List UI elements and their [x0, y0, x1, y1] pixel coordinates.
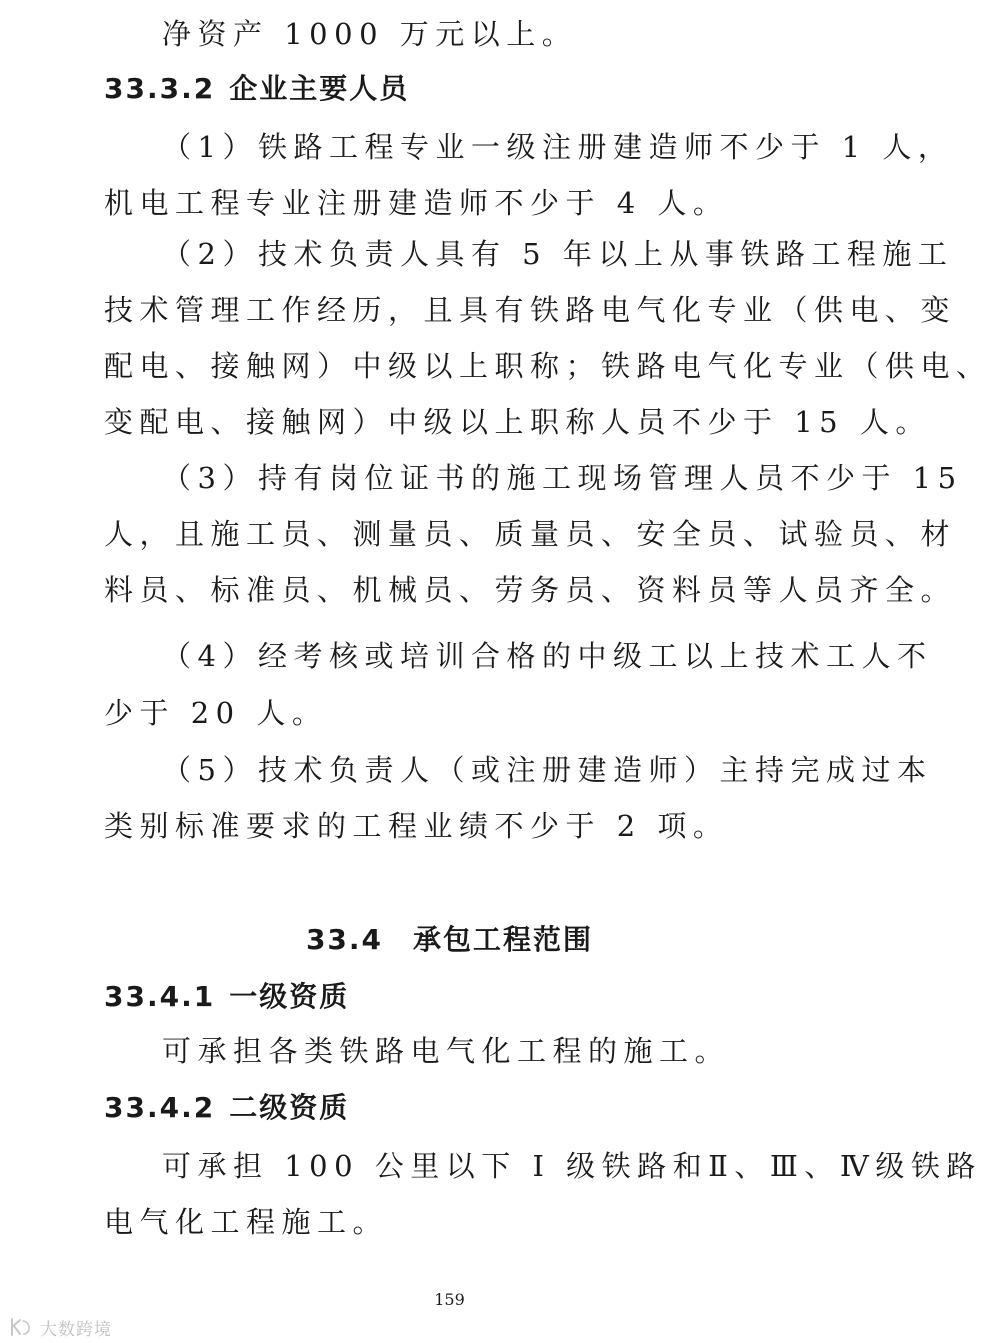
heading-title: 二级资质 [229, 1091, 350, 1124]
subsection-heading-33-3-2 [104, 69, 409, 109]
heading-number: 33.4.1 [104, 980, 216, 1013]
k-logo-icon [8, 1317, 34, 1337]
paragraph-line: 料员、标准员、机械员、劳务员、资料员等人员齐全。 [104, 573, 957, 607]
watermark-text: 大数跨境 [40, 1319, 112, 1340]
section-heading-title: 承包工程范围 [413, 923, 594, 956]
paragraph-line: 电气化工程施工。 [104, 1205, 389, 1239]
page-number: 159 [434, 1290, 465, 1309]
paragraph-line: （3）持有岗位证书的施工现场管理人员不少于 15 [162, 461, 963, 495]
paragraph-line: 少于 20 人。 [104, 696, 328, 730]
heading-number: 33.4.2 [104, 1091, 216, 1124]
paragraph-line: 类别标准要求的工程业绩不少于 2 项。 [104, 809, 729, 843]
paragraph-line: 可承担各类铁路电气化工程的施工。 [162, 1034, 731, 1068]
paragraph-line: 机电工程专业注册建造师不少于 4 人。 [104, 186, 729, 220]
watermark [8, 1316, 112, 1338]
paragraph-line: （5）技术负责人（或注册建造师）主持完成过本 [162, 753, 933, 787]
heading-title: 企业主要人员 [229, 72, 410, 105]
paragraph-line: 技术管理工作经历，且具有铁路电气化专业（供电、变 [104, 293, 957, 327]
section-number: 33.4 [305, 923, 384, 956]
heading-number: 33.3.2 [104, 72, 216, 105]
subsection-heading-33-4-2 [104, 1088, 349, 1128]
paragraph-line: 人，且施工员、测量员、质量员、安全员、试验员、材 [104, 517, 957, 551]
paragraph-line: （4）经考核或培训合格的中级工以上技术工人不 [162, 639, 933, 673]
paragraph-line: 配电、接触网）中级以上职称；铁路电气化专业（供电、 [104, 349, 992, 383]
paragraph-line: 变配电、接触网）中级以上职称人员不少于 15 人。 [104, 405, 931, 439]
subsection-heading-33-4-1 [104, 977, 349, 1017]
paragraph-line: （1）铁路工程专业一级注册建造师不少于 1 人， [162, 130, 954, 164]
paragraph-line: 净资产 1000 万元以上。 [162, 17, 578, 51]
heading-title: 一级资质 [229, 980, 350, 1013]
paragraph-line: 可承担 100 公里以下 Ⅰ 级铁路和Ⅱ、Ⅲ、Ⅳ级铁路 [162, 1149, 982, 1183]
paragraph-line: （2）技术负责人具有 5 年以上从事铁路工程施工 [162, 237, 954, 271]
section-title-33-4 [0, 920, 899, 960]
